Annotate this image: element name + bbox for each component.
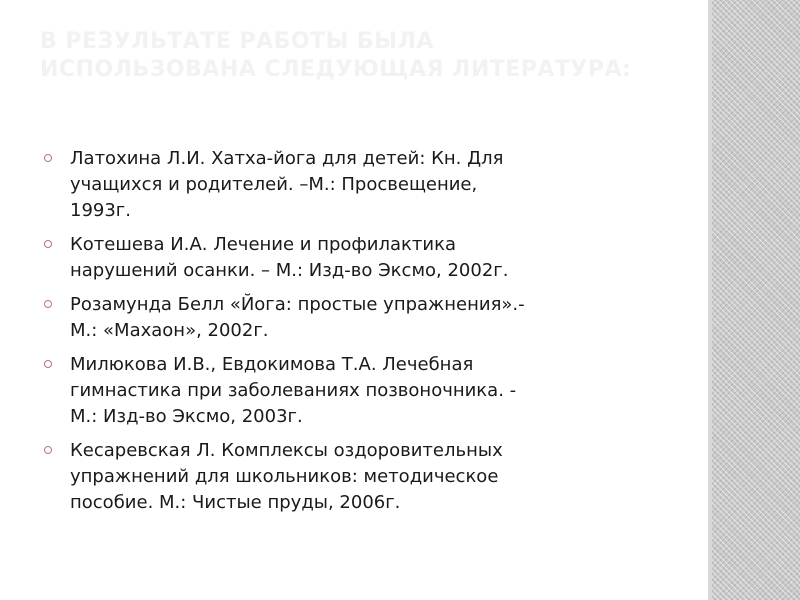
- bibliography-item: [40, 438, 680, 516]
- bibliography-line: 1993г.: [70, 200, 131, 221]
- circle-bullet-icon: [44, 240, 52, 248]
- slide-title: [40, 28, 700, 84]
- decorative-side-bar: [712, 0, 800, 600]
- bibliography-line: Латохина Л.И. Хатха-йога для детей: Кн. Для: [70, 148, 504, 169]
- slide-title-line: В РЕЗУЛЬТАТЕ РАБОТЫ БЫЛА: [40, 29, 434, 54]
- bibliography-item: [40, 232, 680, 284]
- bibliography-line: Котешева И.А. Лечение и профилактика: [70, 234, 456, 255]
- circle-bullet-icon: [44, 446, 52, 454]
- bibliography-line: гимнастика при заболеваниях позвоночника. -: [70, 380, 517, 401]
- bibliography-line: учащихся и родителей. –М.: Просвещение,: [70, 174, 478, 195]
- circle-bullet-icon: [44, 154, 52, 162]
- bibliography-line: пособие. М.: Чистые пруды, 2006г.: [70, 492, 401, 513]
- bibliography-list: [40, 146, 680, 524]
- bibliography-item: [40, 146, 680, 224]
- bibliography-line: упражнений для школьников: методическое: [70, 466, 499, 487]
- bibliography-line: М.: «Махаон», 2002г.: [70, 320, 269, 341]
- bibliography-line: Кесаревская Л. Комплексы оздоровительных: [70, 440, 503, 461]
- bibliography-line: Милюкова И.В., Евдокимова Т.А. Лечебная: [70, 354, 474, 375]
- bibliography-item: [40, 352, 680, 430]
- circle-bullet-icon: [44, 360, 52, 368]
- slide-title-line: ИСПОЛЬЗОВАНА СЛЕДУЮЩАЯ ЛИТЕРАТУРА:: [40, 57, 632, 82]
- bibliography-line: М.: Изд-во Эксмо, 2003г.: [70, 406, 303, 427]
- bibliography-line: Розамунда Белл «Йога: простые упражнения».-: [70, 294, 525, 315]
- bibliography-line: нарушений осанки. – М.: Изд-во Эксмо, 2002г.: [70, 260, 509, 281]
- bibliography-item: [40, 292, 680, 344]
- circle-bullet-icon: [44, 300, 52, 308]
